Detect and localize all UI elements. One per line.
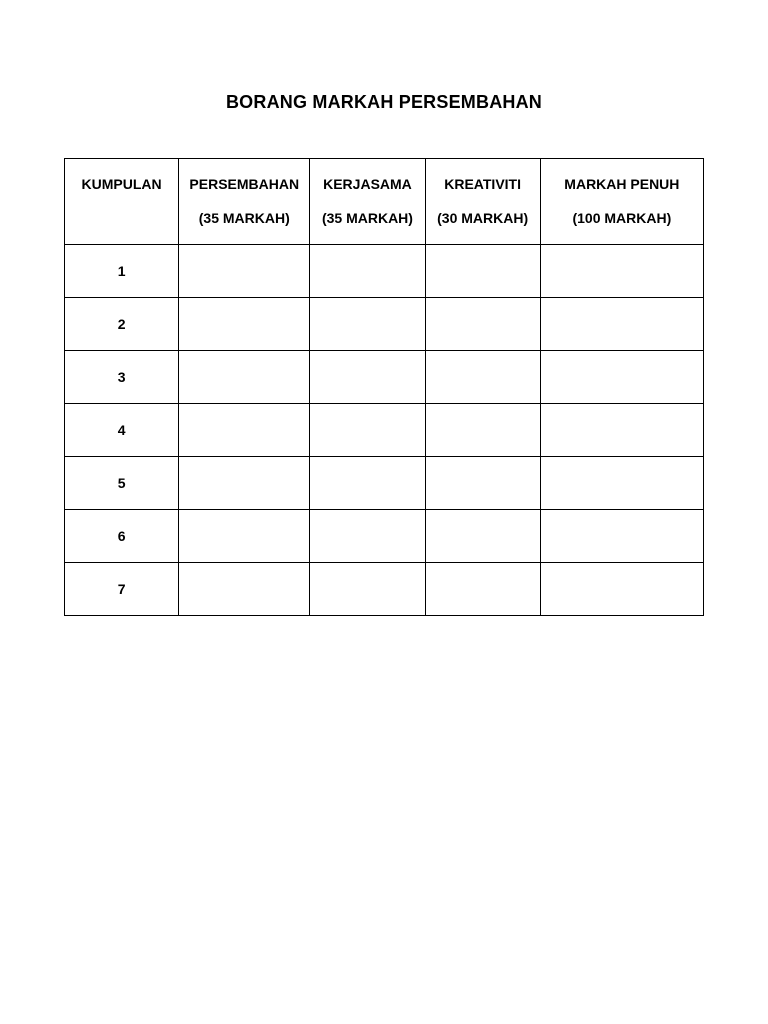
cell-kreativiti (425, 245, 540, 298)
header-row (65, 159, 704, 245)
table-header (65, 159, 704, 245)
cell-kreativiti (425, 351, 540, 404)
score-table (64, 158, 704, 616)
header-kreativiti (425, 159, 540, 245)
cell-kreativiti (425, 404, 540, 457)
header-kumpulan (65, 159, 179, 245)
header-label: KERJASAMA (323, 176, 412, 192)
cell-kumpulan: 4 (65, 404, 179, 457)
page-title: BORANG MARKAH PERSEMBAHAN (225, 92, 542, 112)
cell-persembahan (179, 563, 310, 616)
cell-persembahan (179, 404, 310, 457)
header-label: KREATIVITI (444, 176, 521, 192)
table-row (65, 510, 704, 563)
header-sublabel: (35 MARKAH) (321, 210, 413, 226)
table-row (65, 457, 704, 510)
table-row (65, 404, 704, 457)
cell-persembahan (179, 457, 310, 510)
cell-persembahan (179, 245, 310, 298)
cell-markah-penuh (540, 563, 703, 616)
cell-kerjasama (310, 245, 425, 298)
cell-kumpulan: 6 (65, 510, 179, 563)
cell-kumpulan: 1 (65, 245, 179, 298)
table-body (65, 245, 704, 616)
header-label: MARKAH PENUH (564, 176, 680, 192)
cell-kumpulan: 5 (65, 457, 179, 510)
header-markah-penuh (540, 159, 703, 245)
table-row (65, 563, 704, 616)
cell-markah-penuh (540, 351, 703, 404)
header-sublabel: (30 MARKAH) (437, 210, 529, 226)
cell-kumpulan: 2 (65, 298, 179, 351)
header-label: KUMPULAN (81, 176, 162, 192)
cell-kerjasama (310, 351, 425, 404)
table-row (65, 245, 704, 298)
cell-kumpulan: 3 (65, 351, 179, 404)
cell-kreativiti (425, 563, 540, 616)
cell-kerjasama (310, 510, 425, 563)
header-persembahan (179, 159, 310, 245)
header-sublabel: (35 MARKAH) (198, 210, 290, 226)
cell-markah-penuh (540, 457, 703, 510)
header-label: PERSEMBAHAN (189, 176, 300, 192)
cell-persembahan (179, 351, 310, 404)
cell-markah-penuh (540, 404, 703, 457)
cell-kerjasama (310, 404, 425, 457)
cell-persembahan (179, 298, 310, 351)
header-kerjasama (310, 159, 425, 245)
cell-markah-penuh (540, 245, 703, 298)
cell-kumpulan: 7 (65, 563, 179, 616)
table-row (65, 351, 704, 404)
cell-kerjasama (310, 563, 425, 616)
cell-kerjasama (310, 298, 425, 351)
table-row (65, 298, 704, 351)
cell-kerjasama (310, 457, 425, 510)
cell-kreativiti (425, 457, 540, 510)
cell-persembahan (179, 510, 310, 563)
cell-kreativiti (425, 510, 540, 563)
cell-kreativiti (425, 298, 540, 351)
header-sublabel: (100 MARKAH) (572, 210, 672, 226)
cell-markah-penuh (540, 510, 703, 563)
cell-markah-penuh (540, 298, 703, 351)
